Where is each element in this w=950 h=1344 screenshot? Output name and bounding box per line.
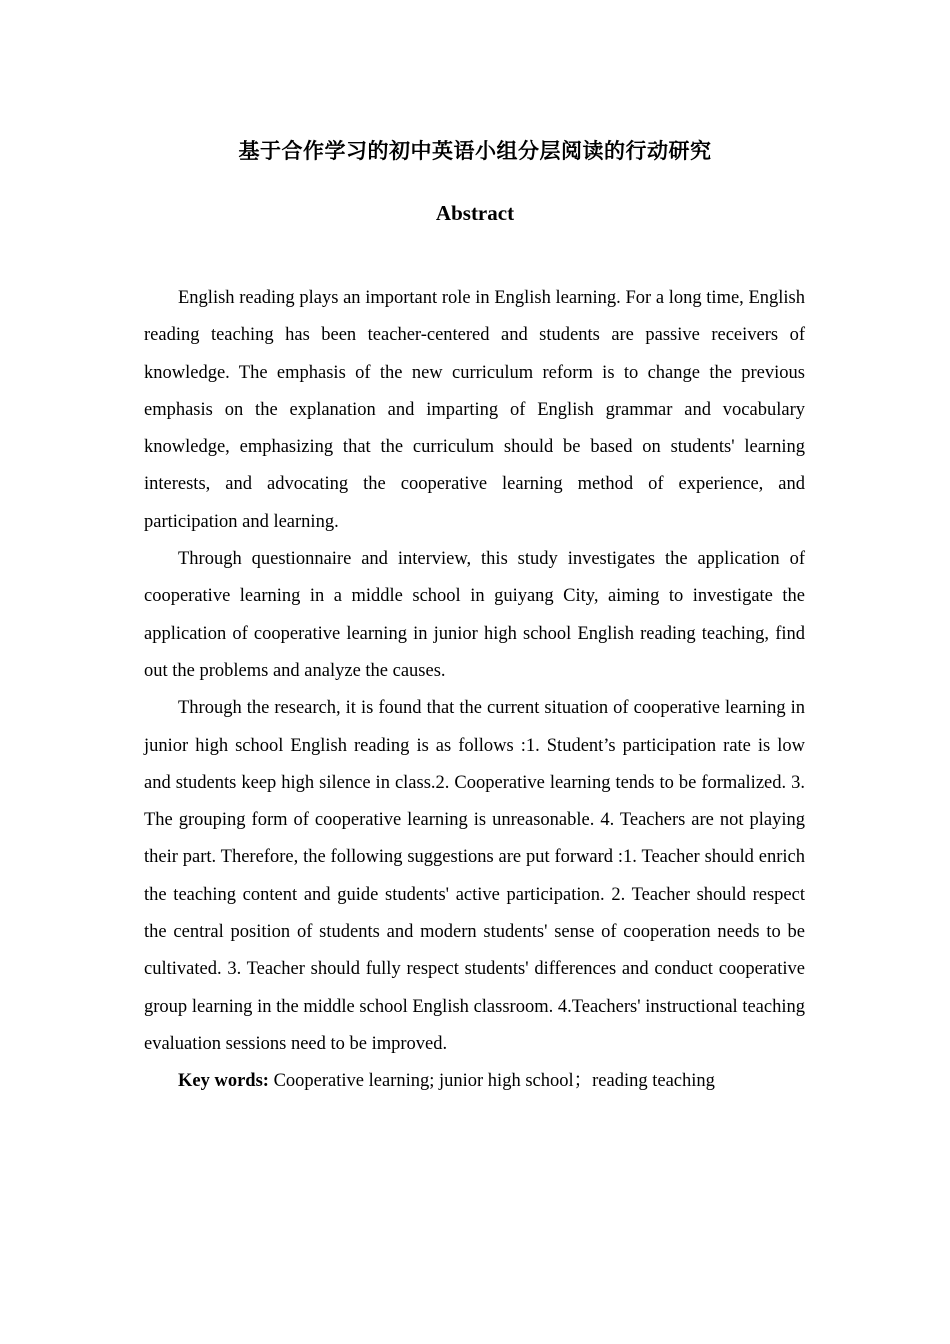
abstract-paragraph-1: English reading plays an important role in English learning. For a long time, English reading teaching has been teacher-centered and students are passive receivers of knowledge. The emphasis of the new curriculum reform is to change the previous emphasis on the explanation and imparting of English grammar and vocabulary knowledge, emphasizing that the curriculum should be based on students' learning interests, and advocating the cooperative learning method of experience, and participation and learning.: [144, 288, 805, 532]
keywords-line: [144, 1063, 805, 1100]
abstract-paragraph-3: Through the research, it is found that the current situation of cooperative learning in junior high school English reading is as follows :1. Student’s participation rate is low and students keep high silence in class.2. Cooperative learning tends to be formalized. 3. The grouping form of cooperative learning is unreasonable. 4. Teachers are not playing their part. Therefore, the following suggestions are put forward :1. Teacher should enrich the teaching content and guide students' active participation. 2. Teacher should respect the central position of students and modern students' sense of cooperation needs to be cultivated. 3. Teacher should fully respect students' differences and conduct cooperative group learning in the middle school English classroom. 4.Teachers' instructional teaching evaluation sessions need to be improved.: [144, 698, 805, 1054]
chinese-title: 基于合作学习的初中英语小组分层阅读的行动研究: [238, 139, 712, 163]
abstract-paragraph-2: Through questionnaire and interview, this study investigates the application of cooperative learning in a middle school in guiyang City, aiming to investigate the application of cooperative learning in junior high school English reading teaching, find out the problems and analyze the causes.: [144, 549, 805, 681]
keywords-label: Key words:: [178, 1071, 269, 1092]
abstract-heading: Abstract: [435, 201, 515, 225]
keywords-text: Cooperative learning; junior high school；reading teaching: [268, 1071, 715, 1092]
abstract-body: [144, 280, 805, 1101]
